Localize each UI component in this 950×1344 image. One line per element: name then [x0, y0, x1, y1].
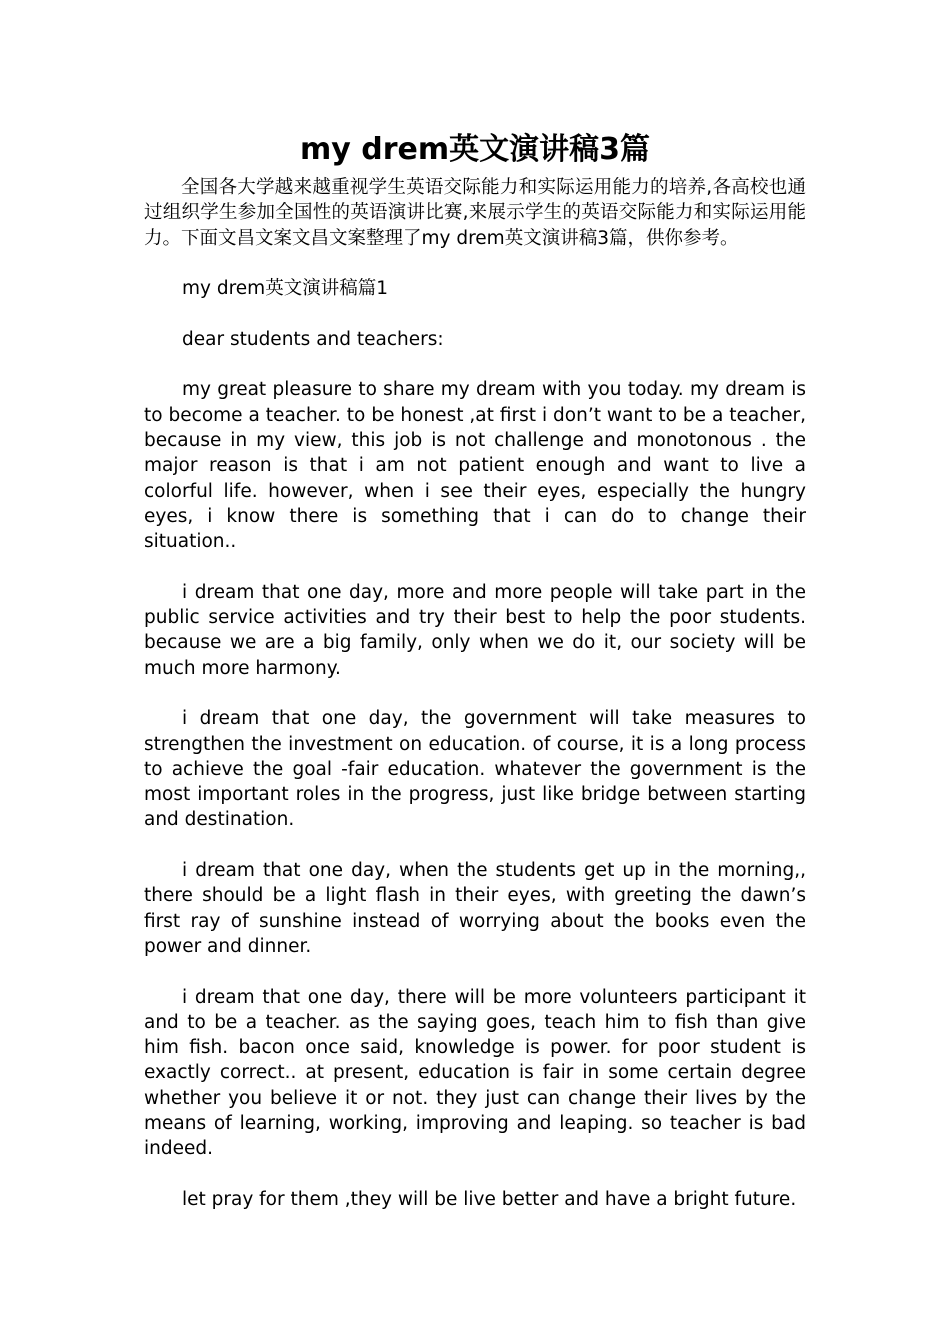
section-heading: my drem英文演讲稿篇1: [182, 278, 388, 300]
spacer: [144, 301, 806, 326]
document-body: [144, 175, 806, 1212]
spacer: [144, 681, 806, 706]
body-paragraph-1: my great pleasure to share my dream with you today. my dream is to become a teacher. to be honest ,at first i don’t want to be a teacher, because in my view, this job is not challenge and monotonous . the major reason is that i am not patient enough and want to live a colorful life. however, when i see their eyes, especially the hungry eyes, i know there is something that i can do to change their situation..: [144, 379, 806, 553]
spacer: [144, 554, 806, 579]
spacer: [144, 1162, 806, 1187]
body-paragraph-4: i dream that one day, when the students get up in the morning,, there should be a light flash in their eyes, with greeting the dawn’s first ray of sunshine instead of worrying about the books even the power and dinner.: [144, 860, 806, 957]
document-title: my drem英文演讲稿3篇: [299, 132, 650, 167]
closing-paragraph: let pray for them ,they will be live better and have a bright future.: [182, 1188, 797, 1210]
spacer: [144, 251, 806, 276]
body-paragraph-5: i dream that one day, there will be more volunteers participant it and to be a teacher. as the saying goes, teach him to fish than give him fish. bacon once said, knowledge is power. for poor student is exactly correct.. at present, education is fair in some certain degree whether you believe it or not. they just can change their lives by the means of learning, working, improving and leaping. so teacher is bad indeed.: [144, 986, 806, 1160]
salutation: dear students and teachers:: [182, 328, 444, 350]
intro-paragraph: 全国各大学越来越重视学生英语交际能力和实际运用能力的培养,各高校也通过组织学生参加全国性的英语演讲比赛,来展示学生的英语交际能力和实际运用能力。下面文昌文案文昌文案整理了my drem英文演讲稿3篇，供你参考。: [144, 177, 806, 249]
body-paragraph-3: i dream that one day, the government will take measures to strengthen the investment on education. of course, it is a long process to achieve the goal -fair education. whatever the government is the most important roles in the progress, just like bridge between starting and destination.: [144, 708, 806, 831]
spacer: [144, 352, 806, 377]
spacer: [144, 959, 806, 984]
spacer: [144, 833, 806, 858]
body-paragraph-2: i dream that one day, more and more people will take part in the public service activities and try their best to help the poor students. because we are a big family, only when we do it, our society will be much more harmony.: [144, 581, 806, 679]
